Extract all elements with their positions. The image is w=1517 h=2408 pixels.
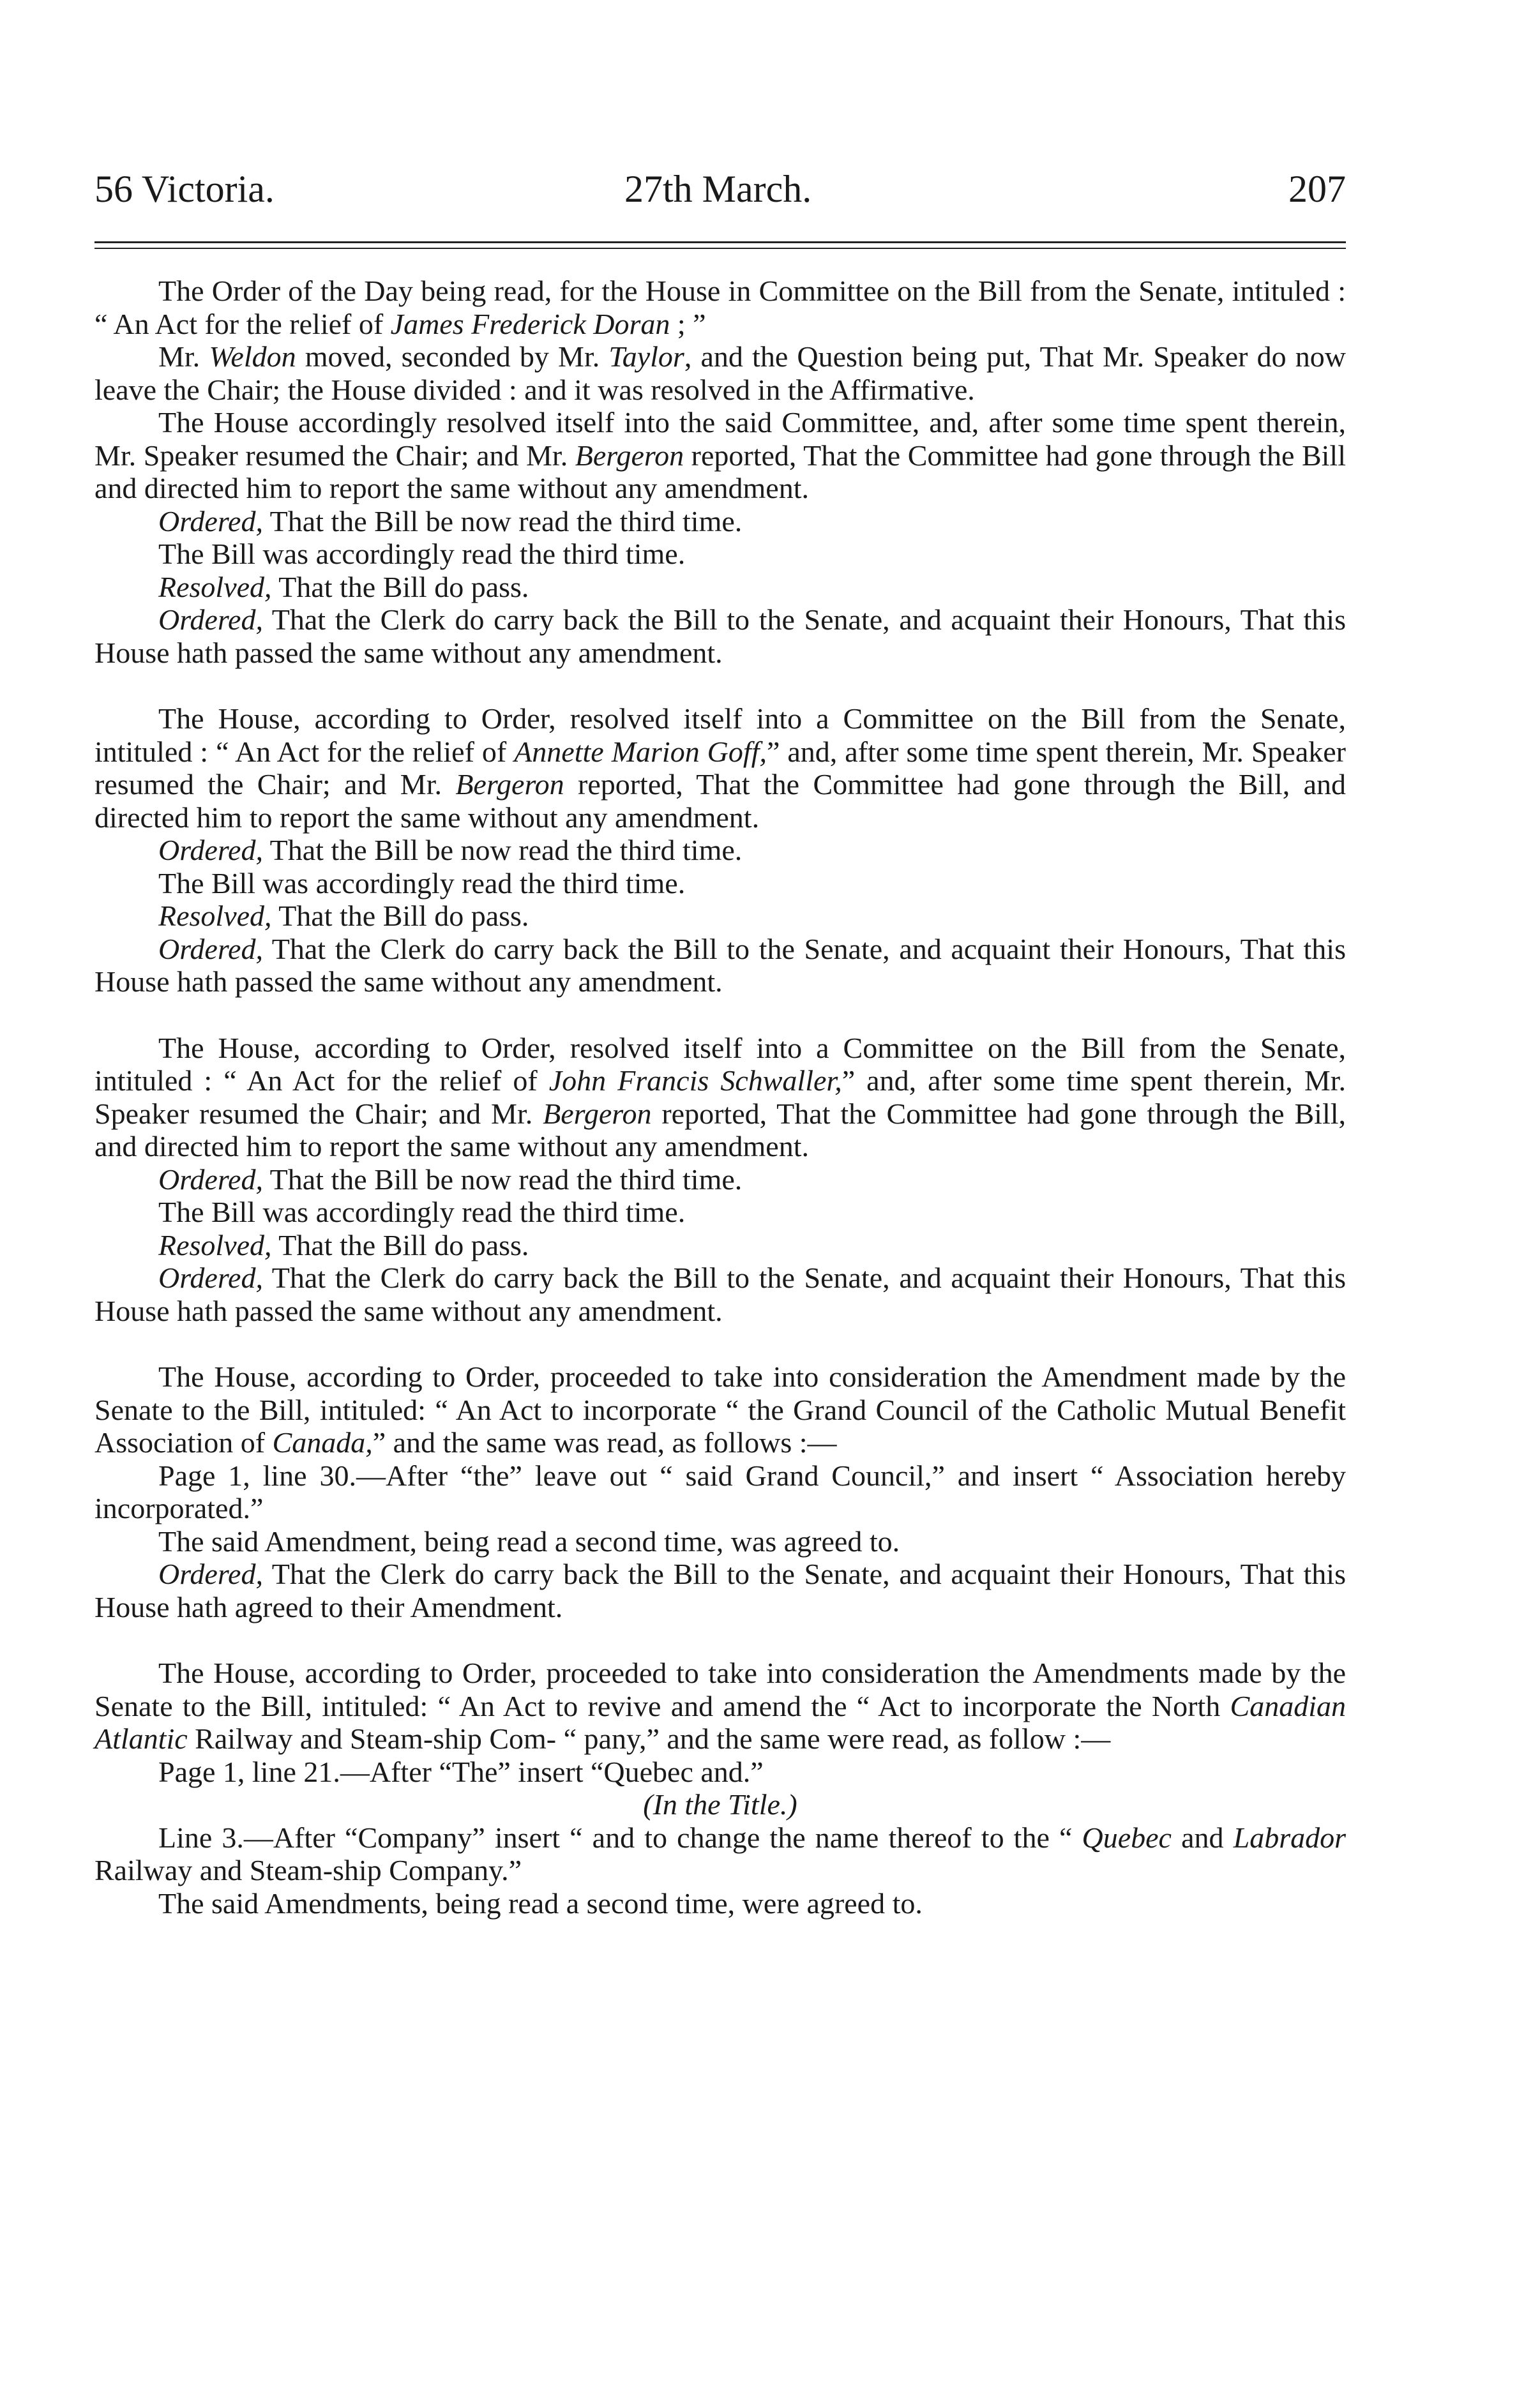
italic-text: Ordered, [158,504,263,538]
text-run: That the Bill be now read the third time. [262,1163,743,1196]
entry-paragraph [94,275,1346,340]
text-run: The said Amendment, being read a second time, was agreed to. [158,1524,900,1558]
date-label: 27th March. [624,168,812,210]
italic-text: Quebec [1082,1821,1172,1854]
text-run: The House accordingly resolved itself into the said Committee, and, after some time spent therein, Mr. Speaker resumed the Chair; and Mr. [94,406,1346,472]
italic-text: Bergeron [543,1097,652,1130]
italic-text: Resolved, [158,570,272,603]
text-run: That the Bill be now read the third time. [262,834,743,866]
text-run: ” and the same was read, as follows :— [372,1426,837,1459]
text-run: ; ” [670,307,706,340]
entry-paragraph [94,1360,1346,1459]
text-run: Page 1, line 30.—After “the” leave out “ said Grand Council,” and insert “ Association hereby incorporated.” [94,1459,1346,1524]
entry-paragraph [94,571,1346,604]
text-run: That the Clerk do carry back the Bill to the Senate, and acquaint their Honours, That this House hath passed the same without any amendment. [94,603,1346,669]
entry-paragraph [94,340,1346,406]
text-run: reported, That the Committee had gone through the Bill, and directed him to report the same without any amendment. [94,1097,1347,1163]
italic-text: Ordered, [158,834,263,866]
italic-text: Canadian Atlantic [94,1689,1346,1755]
journal-entry [94,1032,1346,1328]
text-run: , and the Question being put, That Mr. Speaker do now leave the Chair; the House divided : and it was resolved in the Affirmative. [94,340,1346,406]
entry-paragraph [94,1196,1346,1229]
italic-text: Canada, [272,1426,373,1459]
italic-text: Weldon [209,340,296,373]
entry-paragraph [94,834,1346,867]
text-run: That the Bill do pass. [271,899,529,932]
entry-paragraph [94,1657,1346,1756]
entry-paragraph [94,867,1346,900]
italic-text: Ordered, [158,1163,263,1196]
text-run: ” and, after some time spent therein, Mr. Speaker resumed the Chair; and Mr. [94,1064,1346,1130]
text-run: Page 1, line 21.—After “The” insert “Quebec and.” [158,1755,764,1788]
page-header [94,167,1346,218]
entry-paragraph [94,933,1346,998]
italic-text: Ordered, [158,1261,263,1294]
italic-text: Resolved, [158,899,272,932]
text-run: ” and, after some time spent therein, Mr. Speaker resumed the Chair; and Mr. [94,735,1346,801]
entry-paragraph [94,1163,1346,1196]
entry-paragraph [94,1756,1346,1789]
entry-paragraph [94,1887,1346,1920]
journal-entry [94,1360,1346,1623]
entry-paragraph [94,1459,1346,1525]
text-run: The Bill was accordingly read the third time. [158,538,686,570]
entry-paragraph [94,1261,1346,1327]
text-run: reported, That the Committee had gone through the Bill, and directed him to report the same without any amendment. [94,768,1346,834]
entry-paragraph [94,406,1346,505]
italic-text: James Frederick Doran [390,307,670,340]
entry-paragraph [94,1558,1346,1623]
text-run: The Bill was accordingly read the third time. [158,866,686,899]
text-run: The Bill was accordingly read the third time. [158,1196,686,1228]
entry-paragraph [94,538,1346,571]
text-run: Railway and Steam-ship Com- “ pany,” and the same were read, as follow :— [187,1722,1111,1755]
italic-text: Ordered, [158,932,263,965]
page-number: 207 [1288,168,1346,210]
text-run: and [1171,1821,1234,1854]
text-run: That the Clerk do carry back the Bill to the Senate, and acquaint their Honours, That this House hath agreed to their Amendment. [94,1558,1346,1623]
italic-text: Bergeron [455,768,564,801]
entry-paragraph [94,1229,1346,1262]
entry-paragraph [94,1788,1346,1821]
journal-entry [94,702,1346,998]
text-run: The Order of the Day being read, for the House in Committee on the Bill from the Senate, intituled : “ An Act for the relief of [94,275,1346,340]
text-run: reported, That the Committee had gone through the Bill and directed him to report the same without any amendment. [94,439,1346,504]
italic-text: Resolved, [158,1228,272,1261]
italic-text: John Francis Schwaller, [548,1064,842,1097]
entry-paragraph [94,505,1346,538]
text-run: The House, according to Order, proceeded to take into consideration the Amendment made by the Senate to the Bill, intituled: “ An Act to incorporate “ the Grand Council of the Catholic Mutual Benefit Association of [94,1360,1346,1459]
text-run: Line 3.—After “Company” insert “ and to change the name thereof to the “ [158,1821,1082,1854]
italic-text: Taylor [608,340,684,373]
text-run: That the Bill be now read the third time. [262,504,743,538]
text-run: That the Clerk do carry back the Bill to the Senate, and acquaint their Honours, That this House hath passed the same without any amendment. [94,932,1346,998]
text-run: The House, according to Order, resolved itself into a Committee on the Bill from the Senate, intituled : “ An Act for the relief of [94,1031,1346,1097]
text-run: Railway and Steam-ship Company.” [94,1854,522,1886]
text-run: The House, according to Order, proceeded to take into consideration the Amendments made by the Senate to the Bill, intituled: “ An Act to revive and amend the “ Act to incorporate the North [94,1657,1346,1722]
text-run: That the Bill do pass. [271,570,529,603]
italic-text: Labrador [1233,1821,1346,1854]
entry-paragraph [94,1821,1346,1887]
text-run: Mr. [158,340,209,373]
italic-text: Ordered, [158,603,263,636]
italic-text: (In the Title.) [643,1788,797,1821]
session-label: 56 Victoria. [94,168,275,210]
entry-paragraph [94,1032,1346,1163]
journal-entry [94,1657,1346,1920]
header-rule-thin [94,248,1346,249]
text-run: moved, seconded by Mr. [296,340,609,373]
text-run: That the Clerk do carry back the Bill to the Senate, and acquaint their Honours, That this House hath passed the same without any amendment. [94,1261,1346,1327]
text-run: The House, according to Order, resolved itself into a Committee on the Bill from the Senate, intituled : “ An Act for the relief of [94,702,1346,768]
entry-paragraph [94,1525,1346,1558]
italic-text: Bergeron [575,439,684,472]
header-rule [94,241,1346,243]
text-run: That the Bill do pass. [271,1228,529,1261]
journal-body [94,275,1346,1953]
italic-text: Annette Marion Goff, [514,735,767,768]
text-run: The said Amendments, being read a second time, were agreed to. [158,1886,923,1920]
entry-paragraph [94,702,1346,834]
entry-paragraph [94,603,1346,669]
entry-paragraph [94,899,1346,933]
journal-entry [94,275,1346,669]
italic-text: Ordered, [158,1558,263,1590]
